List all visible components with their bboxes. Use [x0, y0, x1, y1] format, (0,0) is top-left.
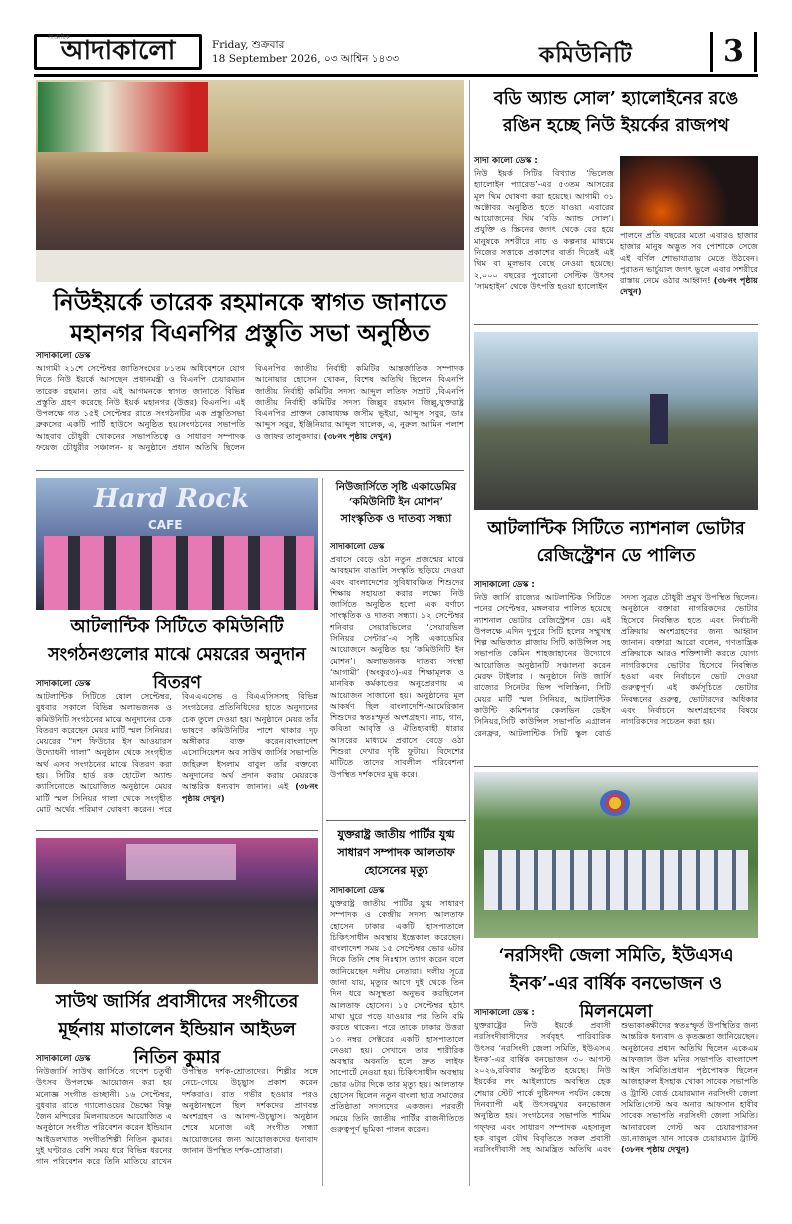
story8-paragraph: যুক্তরাষ্ট্রের নিউ ইয়র্কে প্রবাসী নরসিংদীবাসীদের সর্ববৃহৎ পারিবারিক উৎসব ‘নরসিংদী জেলা সমিতি, ইউএসএ ইনক’-এর বার্ষিক বনভোজন ৩০ আগস্ট ২০২৬,রবিবার অনুষ্ঠিত হয়েছে। নিউ ইয়র্কের লং আইল্যান্ডে অবস্থিত হেক শেয়ার স্টেট পার্কে দুষ্টিনন্দন পর্যটন কেন্দ্রে দিনব্যাপী এই উৎসবমুখর বনভোজন অনুষ্ঠিত হয়। সংগঠনের সভাপতি শামিম গফ্ফর এবং সাধারণ সম্পাদক এহসানুল হক বাবুল যৌথ বিবৃতিতে সকল প্রবাসী নরসিংদীবাসী সহ আমন্ত্রিত অতিথি এবং শুভাকাঙ্ক্ষীদের স্বতঃস্ফূর্ত উপস্থিতির জন্য আন্তরিক ধন্যবাদ ও কৃতজ্ঞতা জানিয়েছেন। অনুষ্ঠানের প্রধান অতিথি ছিলেন একেএম আফজাল উল মনির সভাপতি বাংলাদেশ আইন সমিতি।প্রধান পৃষ্ঠপোষক ছিলেন আজহারুল ইসহাক খোকা সাবেক সভাপতি ও ট্রাস্টি বোর্ড চেয়ারম্যান নরসিংদী জেলা সমিতি।গেস্ট অব অনার আফসান হাবীব সাবেক সভাপতি নরসিংদী জেলা সমিতি। আনারবেল গেস্ট অব চেয়ারপারসন ডা.নাজমুল খান সাবেক চেয়ারম্যান ট্রাস্টি: [474, 1020, 758, 1155]
story4-text: [36, 691, 318, 839]
story6-body: [330, 884, 464, 1198]
story5-headline-line3: সাংস্কৃতিক ও দাতব্য সন্ধ্যা: [340, 512, 452, 525]
column-divider-2: [322, 478, 323, 1186]
page-header: [34, 34, 758, 78]
story1-headline: নিউইয়র্কে তারেক রহমানকে স্বাগত জানাতে মহানগর বিএনপির প্রস্তুতি সভা অনুষ্ঠিত: [53, 289, 447, 347]
story1-body: [36, 349, 464, 479]
story2-body: [474, 154, 614, 330]
story2-text2: [620, 230, 758, 316]
story1-continued: (৩৮নং পৃষ্ঠায় দেখুন): [323, 430, 392, 441]
story7-text: নিউজার্সি সাউথ জার্সিতে গণেশ চতুর্থী উৎসব উপলক্ষে আয়োজন করা হয় মনোজ্ঞ সংগীত গুচ্ছানী। ১৬ সেপ্টেম্বর, বুধবার রাতে গ্যালোওয়ের ভৈক্ষো বিষ্ণু জৈন মন্দিরের মিলনায়তনে আয়োজিত এ অনুষ্ঠানে সংগীত পরিবেশন করেন ইন্ডিয়ান আইডলখ্যাত সংগীতশিল্পী নিতিন কুমার। দুই ঘণ্টারও বেশি সময় ধরে বিভিন্ন ধরনের গান পরিবেশন করে তিনি মাতিয়ে রাখেন উপস্থিত দর্শক-শ্রোতাদের। শিল্পীর সঙ্গে নেচে-গেয়ে উচ্ছ্বাস প্রকাশ করেন দর্শকরাও। রাত গভীর হওয়ার পরও অনুষ্ঠানস্থলে ছিল দর্শকদের প্রাণবন্ত অংশগ্রহণ ও আনন্দ-উচ্ছ্বাস। অনুষ্ঠান শেষে মনোজ এই সংগীত সন্ধ্যা আয়োজনের জন্য আয়োজকদের ধন্যবাদ জানান উপস্থিত দর্শক-শ্রোতারা।: [36, 1066, 318, 1167]
story1-byline: সাদাকালো ডেস্ক: [36, 351, 91, 361]
page-number: 3: [710, 32, 757, 72]
story8-text: [474, 1020, 758, 1194]
issue-day: Friday, শুক্রবার: [212, 39, 285, 51]
banner-shape: [38, 82, 208, 152]
story8-body: [474, 1006, 758, 1194]
voter-registration-photo: [474, 332, 758, 510]
balloons-shape: [600, 790, 630, 816]
dateline: [212, 38, 399, 66]
story2-paragraph2: পালনে প্রতি বছরের মতো এবারও হাজার হাজার মানুষ অদ্ভুত সব পোশাকে সেজে এই বর্ণিল শোভাযাত্রায় মেতে উঠবেন। পুরাতন ভার্চুয়াল জগৎ ভুলে এবার সশরীরে রাস্তায় নেমে ওঠার আহ্বান!: [620, 230, 758, 286]
story4-body: [36, 677, 318, 839]
story5-headline-line1: নিউজার্সিতে সৃষ্টি একাডেমির: [335, 481, 457, 493]
story8-headline: ‘নরসিংদী জেলা সমিতি, ইউএসএ ইনক’-এর বার্ষিক বনভোজন ও মিলনমেলা: [498, 946, 734, 1022]
story5-headline-line2: ‘কমিউনিটি ইন মোশন’: [348, 496, 444, 508]
divider-story3-8: [474, 766, 758, 767]
header-rule: [34, 74, 758, 77]
divider-story5-6: [326, 820, 466, 821]
concert-photo: [36, 838, 318, 984]
logo-tagline: সাপ্তাহিক: [48, 34, 70, 41]
hardrock-cafe-text: CAFE: [148, 518, 183, 532]
divider-mid: [36, 470, 464, 471]
story4-continued: (৩৮নং পৃষ্ঠায় দেখুন): [182, 781, 319, 803]
story5-text: প্রবাসে বেড়ে ওঠা নতুন প্রজন্মের মাঝে আবহমান বাঙালি সংস্কৃতি ছড়িয়ে দেওয়া এবং বাংলাদেশের সুবিধাবঞ্চিত শিশুদের শিক্ষায় সহায়তা করার লক্ষ্যে নিউ জার্সিতে অনুষ্ঠিত হলো এক বর্ণাঢ্য সাংস্কৃতিক ও দাতব্য সন্ধ্যা। ১২ সেপ্টেম্বর শনিবার সেয়ারভিলের ‘সেয়ারভিল সিনিয়র সেন্টার’-এ সৃষ্টি একাডেমির আয়োজনে অনুষ্ঠিত হয় ‘কমিউনিটি ইন মোশন’। অলাভজনক দাতব্য সংস্থা ‘আগামী’ (অংকুর৩)-এর শিক্ষামূলক ও মানবিক কর্মকাণ্ডের অনুপ্রেরণায় এ আয়োজন সাজানো হয়। অনুষ্ঠানের মূল আকর্ষণ ছিল বাংলাদেশি-আমেরিকান শিশুদের স্বতঃস্ফূর্ত অংশগ্রহণ। নাচ, গান, কবিতা আবৃত্তি ও ঐতিহ্যবাহী ধারার আসরের মাধ্যমে প্রবাসে বেড়ে ওঠা শিশুরা দেখার দৃষ্টি ফুটায়। বিদেশের মাটিতে তাদের সাবলীল পরিবেশনা উপস্থিত দর্শকদের মুগ্ধ করে।: [330, 554, 464, 779]
picnic-group-photo: [474, 772, 758, 938]
section-title: কমিউনিটি: [539, 42, 633, 68]
newspaper-logo: আদাকালো: [34, 34, 202, 70]
hardrock-sign: Hard Rock: [94, 484, 250, 514]
story2-byline: সাদা কালো ডেস্ক :: [474, 156, 538, 166]
divider-story4-7: [36, 830, 318, 831]
story8-continued: (৩৮নং পৃষ্ঠায় দেখুন): [621, 1144, 690, 1155]
story5-body: [330, 540, 464, 830]
story2-continued: (৩৮নং পৃষ্ঠায় দেখুন): [620, 275, 758, 297]
group-shape: [484, 850, 748, 910]
story7-byline: সাদাকালো ডেস্ক: [36, 1054, 91, 1064]
issue-date: 18 September 2026, ০৩ আশ্বিন ১৪৩৩: [212, 53, 400, 65]
story8-byline: সাদাকালো ডেস্ক :: [474, 1008, 535, 1018]
story1-paragraph: আগামী ২১শে সেপ্টেম্বর জাতিসংঘের ৮১তম অধিবেশনে যোগ দিতে নিউ ইয়র্কে আসছেন প্রধানমন্ত্রী ও বিএনপি চেয়ারম্যান তারেক রহমান। তার এই আগমনকে স্বাগত জানাতে বিভিন্ন প্রস্তুতি গ্রহণ করেছে নিউ ইয়র্ক মহানগর (উত্তর) বিএনপি। এই উপলক্ষে গত ১৫ই সেপ্টেম্বর রাতে সংগঠনটির এক প্রস্তুতিসভা ব্রুকসের একটি পার্টি হাউসে অনুষ্ঠিত হয়।সংগঠনের সভাপতি আহবাব চৌধুরী খোকনের সভাপতিত্বে ও সাধারণ সম্পাদক ফয়েজ চৌধুরীর সঞ্চালন- য় অনুষ্ঠানে প্রধান অতিথি ছিলেন বিএনপির জাতীয় নির্বাহী কমিটির আন্তর্জাতিক সম্পাদক আনোয়ার হোসেন খোকন, বিশেষ অতিথি ছিলেন বিএনপি জাতীয় নির্বাহী কমিটির সদস্য আব্দুল লতিফ সম্রাট ,বিএনপি জাতীয় নির্বাহী কমিটির সদস্য জিল্লুর রহমান জিল্লু,যুক্তরাষ্ট্র বিএনপির প্রাক্তন কোষাধ্যক্ষ জসীম ভূইয়া, আব্দুস সবুর, ডাঃ আব্দুস সবুর, ইঞ্জিনিয়ার আব্দুল খালেক, এ, নুরুল আমিন পলাশ ও জাফর তালুকদার।: [36, 363, 464, 453]
story7-body: [36, 1052, 318, 1196]
story6-byline: সাদাকালো ডেস্ক: [330, 886, 385, 896]
halloween-photo: [620, 156, 758, 226]
bnp-meeting-photo: [36, 80, 464, 282]
story4-headline: আটলান্টিক সিটিতে কমিউনিটি সংগঠনগুলোর মাঝে মেয়রের অনুদান বিতরণ: [48, 617, 306, 693]
story3-headline: আটলান্টিক সিটিতে ন্যাশনাল ভোটার রেজিস্ট্রেশন ডে পালিত: [487, 519, 745, 566]
story3-byline: সাদাকালো ডেস্ক :: [474, 580, 535, 590]
story3-body: [474, 578, 758, 778]
story2-headline: বডি অ্যান্ড সোল’ হ্যালোইনের রঙে রঙিন হচ্ছে নিউ ইয়র্কের রাজপথ: [493, 89, 739, 136]
story2-text1: নিউ ইয়র্ক সিটির বিখ্যাত ‘ভিলেজ হ্যালোইন প্যারেড’-এর ৫৩তম আসরের মূল থিম ঘোষণা করা হয়েছে। আগামী ৩১ অক্টোবর অনুষ্ঠিত হতে যাওয়া এবারের আয়োজনের থিম ‘বডি অ্যান্ড সোল’। প্রযুক্তি ও স্ক্রিনের জগৎ থেকে বের হয়ে মানুষকে সশরীরে নাচ ও কল্পনার মাধ্যমে নিজের সত্তাকে প্রকাশের বার্তা দিতেই এই থিম বা মূলভাব বেছে নেওয়া হয়েছে। ২,০০০ বছরের পুরোনো সেল্টিক উৎসব ‘সামহাইন’ থেকে উৎপত্তি হওয়া হ্যালোইন: [474, 168, 614, 291]
podium-shape: [650, 394, 668, 444]
story4-paragraph: আটলান্টিক সিটিতে ষোল সেপ্টেম্বর, বুধবার সকালে বিভিন্ন অলাভজনক ও কমিউনিটি সংগঠনের মাঝে অনুদানের চেক বিতরণ করেছেন মেয়র মার্টি স্মল সিনিয়র। মেয়রের “দশ ফিউচার ইস আওয়ারস উদ্যোধনী গালা” অনুষ্ঠান থেকে সংগৃহীত অর্থ এসব সংগঠনের মাঝে বিতরণ করা হয়। সিটির হার্ড রক হোটেল অ্যান্ড ক্যাসিনোতে আয়োজিত অনুষ্ঠানে মেয়র মার্টি স্মল সিনিয়র গালা থেকে সংগৃহীত মোট অর্থের পরিমাণ ঘোষণা করেন। পরে বিএএএসেভ ও বিএএসিসসহ বিভিন্ন সংগঠনের প্রতিনিধিদের হাতে অনুদানের চেক তুলে দেওয়া হয়। অনুষ্ঠানে মেয়র তাঁর ভাষণে কমিউনিটির পাশে থাকার দৃঢ় অঙ্গীকার ব্যক্ত করেন।বাংলাদেশ এসোসিয়েশন অব সাউথ জার্সির সভাপতি জহিরুল ইসলাম বাবুল তাঁর বক্তব্যে অনুদানের অর্থ প্রদান করায় মেয়রকে আন্তরিক ধন্যবাদ জানান। এই: [36, 691, 318, 814]
story6-headline: যুক্তরাষ্ট্র জাতীয় পার্টির যুগ্ম সাধারণ সম্পাদক আলতাফ হোসেনের মৃত্যু: [337, 828, 455, 877]
story5-headline: [326, 480, 466, 527]
table-shape: [36, 250, 464, 282]
story1-text: [36, 363, 464, 479]
story7-headline: সাউথ জার্সির প্রবাসীদের সংগীতের মূর্ছনায় মাতালেন ইন্ডিয়ান আইডল নিতিন কুমার: [55, 992, 299, 1068]
hardrock-photo: [36, 478, 318, 610]
story5-byline: সাদাকালো ডেস্ক: [330, 542, 385, 552]
divider-story2-3: [474, 324, 758, 325]
pink-shirts-group: [44, 536, 314, 610]
story4-byline: সাদাকালো ডেস্ক: [36, 679, 91, 689]
column-divider-1: [469, 80, 470, 1186]
story3-text: নিউ জার্সি রাজ্যের আটলান্টিক সিটিতে পনের সেপ্টেম্বর, মঙ্গলবার পালিত হয়েছে ন্যাশনাল ভোটার রেজিস্ট্রেশন ডে। এই উপলক্ষে এদিন দুপুরে সিটি হলের সম্মুখস্থ শিল্প অভিজাত প্লাজায় সিটি কাউন্সিল সহ সভাপতি কেমিন শাহজাহানের উদ্যোগে আয়োজিত অনুষ্ঠানটি সঞ্চালনা করেন মেরফ টাইলার । অনুষ্ঠানে নিউ জার্সি রাজ্যের সিনেটর ভিন্স পলিস্তিনা, সিটি মেয়র মার্টি স্মল সিনিয়র, আটলান্টিক কাউন্টি কমিশনার কেলভিন ডেইস সিনিয়র,সিটি কাউন্সিল সভাপতি এগ্রালন রেনফ্রর, আটলান্টিক সিটি স্কুল বোর্ড সদস্য সুব্রত চৌধুরী প্রমুখ উপস্থিত ছিলেন। অনুষ্ঠানে বক্তারা নাগরিকদের ভোটার হিসেবে নিবন্ধিত হতে এবং নির্বাচনী প্রক্রিয়ায় অংশগ্রহণের জন্য আহ্বান জানান। বক্তারা আরো বলেন, গণতান্ত্রিক প্রক্রিয়াকে আরও শক্তিশালী করতে যোগ্য নাগরিকদের ভোটার হিসেবে নিবন্ধিত হওয়া এবং নির্বাচনে ভোট দেওয়া গুরুত্বপূর্ণ। এই কর্মসূচিতে ভোটার নিবন্ধনের গুরুত্ব, ভোটারদের অধিকার এবং নির্বাচনে অংশগ্রহণের বিষয়ে নাগরিকদের সচেতন করা হয়।: [474, 592, 758, 738]
story6-text: যুক্তরাষ্ট্র জাতীয় পার্টির যুগ্ম সাধারণ সম্পাদক ও কেন্দ্রীয় সদস্য আলতাফ হোসেন ঢাকার একটি হাসপাতালে চিকিৎসাধীন অবস্থায় ইন্তেকাল করেছেন। বাংলাদেশ সময় ১৫ সেপ্টেম্বর ভোর ৬টার দিকে তিনি শেষ নিঃশ্বাস ত্যাগ করেন বলে জানিয়েছেন দলীয় নেতারা। দলীয় সূত্রে জানা যায়, মৃত্যুর আগে দুই থেকে তিন দিন ধরে অসুস্থতা অনুভব করছিলেন আলতাফ হোসেন। ১৫ সেপ্টেম্বর হঠাৎ মাথা ঘুরে পড়ে যাওয়ার পর তিনি বমি করতে থাকেন। পরে তাকে ঢাকার উত্তরা ১৩ নম্বর সেক্টরের একটি হাসপাতালে নেওয়া হয়। সেখানে তার শারীরিক অবস্থার অবনতি হলে দ্রুত লাইফ সাপোর্টে নেওয়া হয়। চিকিৎসাধীন অবস্থায় ভোর ৬টার দিকে তার মৃত্যু হয়। আলতাফ হোসেন ছিলেন নতুন বাংলা ছাত্র সমাজের প্রতিষ্ঠাতা সদস্যদের একজন। পরবর্তী সময়ে তিনি জাতীয় পার্টির রাজনীতিতে গুরুত্বপূর্ণ ভূমিকা পালন করেন।: [330, 898, 464, 1134]
stage-shape: [126, 844, 236, 880]
